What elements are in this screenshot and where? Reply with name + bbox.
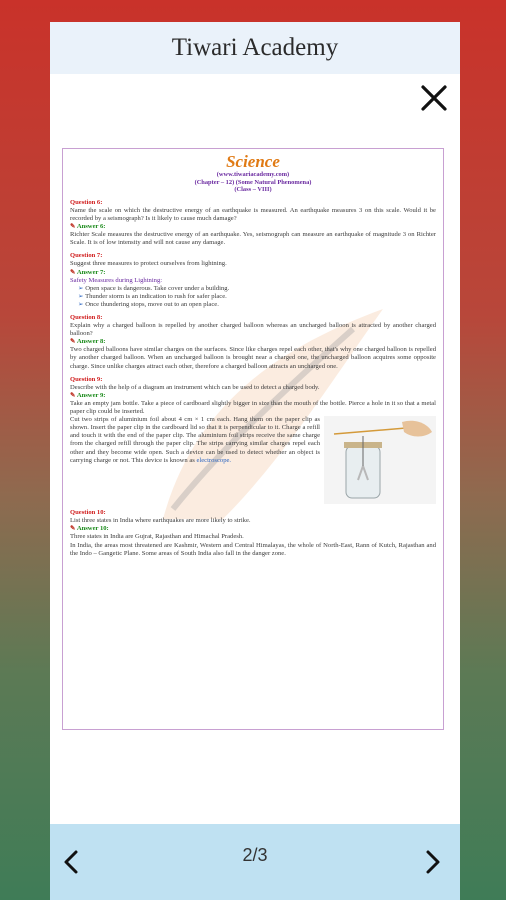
answer-text: Safety Measures during Lightning: <box>70 276 163 284</box>
answer-text: Take an empty jam bottle. Take a piece of cardboard slightly bigger in size than the mouth of the bottle. Pierce a hole in it so that a metal paper clip could be inserted. <box>70 399 436 416</box>
question-text: Name the scale on which the destructive energy of an earthquake is measured. An earthquake measures 3 on this scale. Would it be recorded by a seismograph? Is it likely to cause much damage? <box>70 206 436 222</box>
qa-block-8 <box>70 314 436 371</box>
answer-text: In India, the areas most threatened are Kashmir, Western and Central Himalayas, the whole of North-East, Rann of Kutch, Rajasthan and the Indo – Gangetic Plane. Some areas of South India also fall in the danger zone. <box>70 541 436 557</box>
answer-heading: ✎ Answer 9: <box>70 392 436 400</box>
app-header <box>50 22 460 74</box>
app-title: Tiwari Academy <box>171 34 339 61</box>
list-item: ➢ Once thundering stops, move out to an open place. <box>78 301 436 309</box>
term-electroscope: electroscope. <box>196 456 232 464</box>
question-text: Suggest three measures to protect ourselves from lightning. <box>70 260 227 268</box>
list-item: ➢ Thunder storm is an indication to rush for safer place. <box>78 293 436 301</box>
answer-heading: ✎ Answer 10: <box>70 525 436 533</box>
answer-heading: ✎ Answer 7: <box>70 269 436 277</box>
site-url: (www.tiwariacademy.com) <box>216 171 290 178</box>
question-heading: Question 6: <box>70 198 103 206</box>
answer-text: Three states in India are Gujrat, Rajasthan and Himachal Pradesh. <box>70 533 244 541</box>
close-icon[interactable] <box>418 82 450 114</box>
chevron-right-icon[interactable] <box>414 844 450 880</box>
qa-block-9 <box>70 376 436 504</box>
question-text: Describe with the help of a diagram an instrument which can be used to detect a charged body. <box>70 383 320 391</box>
page-indicator: 2/3 <box>242 845 268 865</box>
answer-text: Cut two strips of aluminium foil about 4 cm × 1 cm each. Hang them on the paper clip as shown. Insert the paper clip in the cardboard lid so that it is perpendicular to it. Charge a refill and touch it with the end of the paper clip. The aluminium foil strips receive the same charge from the charged refill through the paper clip. The strips carrying similar charges repel each other and they become wide open. Such a device can be used to detect whether an object is carrying charge or not. This device is known as <box>70 416 320 464</box>
class-label: (Class – VIII) <box>234 186 272 194</box>
qa-block-10 <box>70 509 436 558</box>
list-item: ➢ Open space is dangerous. Take cover under a building. <box>78 285 436 293</box>
qa-block-6 <box>70 199 436 248</box>
question-heading: Question 10: <box>70 509 106 517</box>
qa-block-7 <box>70 252 436 309</box>
question-text: List three states in India where earthquakes are more likely to strike. <box>70 517 251 525</box>
reader-card <box>50 22 460 900</box>
answer-text: Richter Scale measures the destructive energy of an earthquake. Yes, seismograph can measure an earthquake of magnitude 3 on Richter Scale. It is of low intensity and will not cause any damage. <box>70 231 436 247</box>
electroscope-diagram <box>324 416 436 504</box>
document-header <box>70 153 436 194</box>
question-heading: Question 9: <box>70 375 103 383</box>
answer-heading: ✎ Answer 8: <box>70 338 436 346</box>
pager-bar <box>50 824 460 900</box>
subject-title: Science <box>226 152 280 171</box>
answer-text: Two charged balloons have similar charges on the surfaces. Since like charges repel each other, that's why one charged balloon is repelled by another charged balloon. When an uncharged balloon is brought near a charged one, the uncharged balloon acquires some opposite charge. Since unlike charges attract each other, therefore a charged balloon attracts an uncharged one. <box>70 346 436 370</box>
question-text: Explain why a charged balloon is repelled by another charged balloon whereas an uncharged balloon is attracted by another charged balloon? <box>70 322 436 338</box>
question-heading: Question 7: <box>70 252 103 260</box>
answer-heading: ✎ Answer 6: <box>70 223 436 231</box>
bullet-list <box>70 285 436 309</box>
question-heading: Question 8: <box>70 314 103 321</box>
chapter-title: (Chapter – 12) (Some Natural Phenomena) <box>194 178 312 186</box>
document-page <box>62 148 444 730</box>
